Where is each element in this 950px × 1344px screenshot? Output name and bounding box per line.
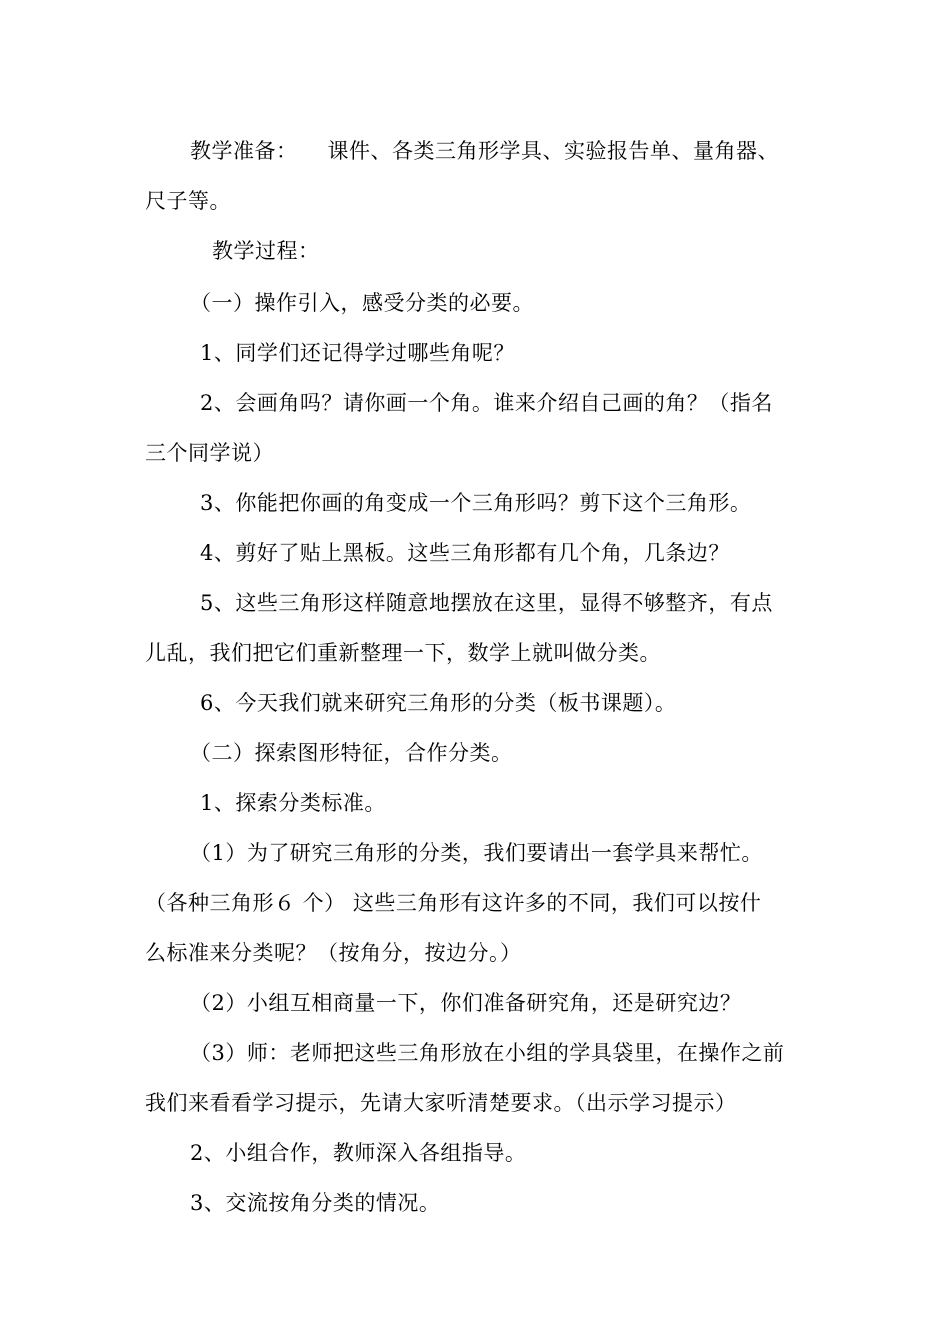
list-item: （3）师：老师把这些三角形放在小组的学具袋里，在操作之前 <box>190 1041 785 1065</box>
list-item: 4、剪好了贴上黑板。这些三角形都有几个角，几条边？ <box>200 541 730 565</box>
teaching-prep-line <box>190 138 779 164</box>
list-item: 3、交流按角分类的情况。 <box>190 1191 441 1215</box>
prep-items: 课件、各类三角形学具、实验报告单、量角器、 <box>327 139 779 163</box>
list-item: 3、你能把你画的角变成一个三角形吗？剪下这个三角形。 <box>200 491 752 515</box>
list-item-continued: 我们来看看学习提示，先请大家听清楚要求。（出示学习提示） <box>145 1091 737 1115</box>
list-item: 2、小组合作，教师深入各组指导。 <box>190 1141 527 1165</box>
list-item: （2）小组互相商量一下，你们准备研究角，还是研究边？ <box>190 991 742 1015</box>
list-item: 5、这些三角形这样随意地摆放在这里，显得不够整齐，有点 <box>200 591 773 615</box>
list-item: 6、今天我们就来研究三角形的分类（板书课题）。 <box>200 691 677 715</box>
prep-label: 教学准备： <box>190 139 298 163</box>
prep-items-continued: 尺子等。 <box>145 189 231 213</box>
section2-heading: （二）探索图形特征，合作分类。 <box>190 741 513 765</box>
list-item-continued: 三个同学说） <box>145 441 274 465</box>
list-item: 1、同学们还记得学过哪些角呢？ <box>200 341 515 365</box>
list-item-continued: 儿乱，我们把它们重新整理一下，数学上就叫做分类。 <box>145 641 661 665</box>
list-item: （1）为了研究三角形的分类，我们要请出一套学具来帮忙。 <box>190 841 763 865</box>
list-item: 1、探索分类标准。 <box>200 791 386 815</box>
list-item-continued: （各种三角形６ 个） 这些三角形有这许多的不同，我们可以按什 <box>145 891 762 915</box>
list-item: 2、会画角吗？请你画一个角。谁来介绍自己画的角？（指名 <box>200 391 773 415</box>
list-item-continued: 么标准来分类呢？（按角分，按边分。） <box>145 941 522 965</box>
process-heading: 教学过程： <box>212 239 320 263</box>
section1-heading: （一）操作引入，感受分类的必要。 <box>190 291 534 315</box>
